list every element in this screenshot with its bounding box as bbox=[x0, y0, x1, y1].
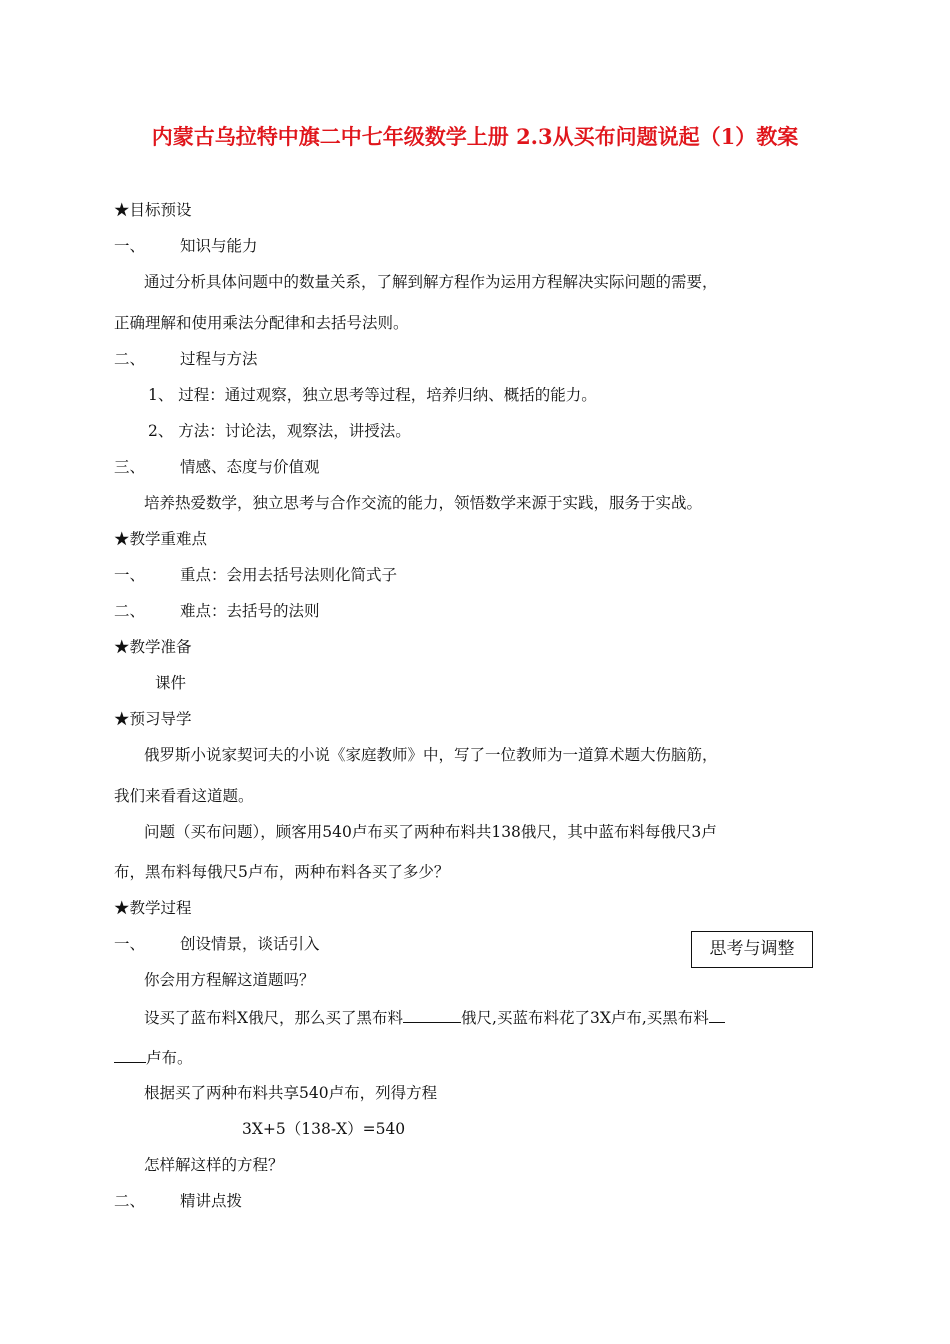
list-text: 难点：去括号的法则 bbox=[180, 602, 320, 620]
fill-blank bbox=[709, 1007, 725, 1023]
list-number: 一、 bbox=[114, 237, 146, 255]
section-heading-process: ★教学过程 bbox=[114, 899, 192, 917]
question-text: 俄尺,买蓝布料花了3X卢布,买黑布料 bbox=[461, 1009, 709, 1027]
list-number: 二、 bbox=[114, 350, 146, 368]
fill-blank bbox=[114, 1047, 146, 1063]
list-number: 二、 bbox=[114, 1192, 146, 1210]
list-text: 知识与能力 bbox=[180, 237, 258, 255]
document-title: 内蒙古乌拉特中旗二中七年级数学上册 2.3从买布问题说起（1）教案 bbox=[151, 124, 799, 149]
paragraph: 通过分析具体问题中的数量关系，了解到解方程作为运用方程解决实际问题的需要， bbox=[144, 273, 718, 291]
list-number: 三、 bbox=[114, 458, 146, 476]
list-number: 一、 bbox=[114, 935, 146, 953]
section-heading-goals: ★目标预设 bbox=[114, 201, 192, 219]
list-item bbox=[114, 934, 320, 954]
sub-item: 1、 过程：通过观察，独立思考等过程，培养归纳、概括的能力。 bbox=[148, 386, 597, 404]
question-text: 卢布。 bbox=[146, 1049, 193, 1067]
list-item bbox=[114, 601, 320, 621]
paragraph: 你会用方程解这道题吗？ bbox=[144, 971, 315, 989]
sub-item: 2、 方法：讨论法，观察法，讲授法。 bbox=[148, 422, 411, 440]
equation: 3X+5（138-X）=540 bbox=[242, 1120, 406, 1138]
question-text: 设买了蓝布料X俄尺，那么买了黑布料 bbox=[144, 1009, 404, 1027]
paragraph bbox=[144, 1007, 725, 1028]
paragraph: 怎样解这样的方程？ bbox=[144, 1156, 284, 1174]
section-heading-key-points: ★教学重难点 bbox=[114, 530, 208, 548]
list-item bbox=[114, 565, 397, 585]
paragraph: 培养热爱数学，独立思考与合作交流的能力，领悟数学来源于实践，服务于实战。 bbox=[144, 494, 703, 512]
paragraph: 正确理解和使用乘法分配律和去括号法则。 bbox=[114, 314, 409, 332]
paragraph: 课件 bbox=[155, 674, 187, 692]
section-heading-preparation: ★教学准备 bbox=[114, 638, 192, 656]
list-item bbox=[114, 236, 258, 256]
list-text: 情感、态度与价值观 bbox=[180, 458, 320, 476]
paragraph: 俄罗斯小说家契诃夫的小说《家庭教师》中，写了一位教师为一道算术题大伤脑筋， bbox=[144, 746, 718, 764]
list-item bbox=[114, 349, 258, 369]
list-text: 创设情景，谈话引入 bbox=[180, 935, 320, 953]
list-number: 一、 bbox=[114, 566, 146, 584]
list-text: 精讲点拨 bbox=[180, 1192, 243, 1210]
side-note-box: 思考与调整 bbox=[691, 931, 813, 968]
paragraph: 问题（买布问题），顾客用540卢布买了两种布料共138俄尺，其中蓝布料每俄尺3卢 bbox=[144, 823, 717, 841]
paragraph bbox=[114, 1047, 193, 1068]
list-item bbox=[114, 457, 320, 477]
section-heading-preview: ★预习导学 bbox=[114, 710, 192, 728]
paragraph: 布，黑布料每俄尺5卢布，两种布料各买了多少？ bbox=[114, 863, 450, 881]
list-number: 二、 bbox=[114, 602, 146, 620]
fill-blank bbox=[403, 1007, 461, 1023]
list-text: 重点：会用去括号法则化简式子 bbox=[180, 566, 398, 584]
list-text: 过程与方法 bbox=[180, 350, 258, 368]
list-item bbox=[114, 1191, 242, 1211]
paragraph: 我们来看看这道题。 bbox=[114, 787, 254, 805]
paragraph: 根据买了两种布料共享540卢布，列得方程 bbox=[144, 1084, 438, 1102]
